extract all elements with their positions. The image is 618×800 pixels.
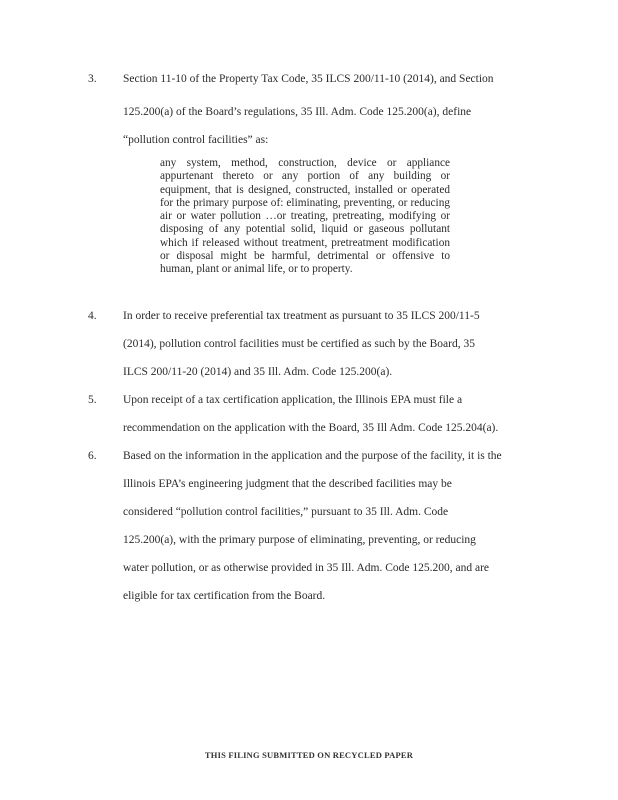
paragraph-line: 125.200(a), with the primary purpose of eliminating, preventing, or reducing (123, 534, 476, 546)
paragraph-number: 3. (88, 73, 97, 85)
paragraph-number: 6. (88, 450, 97, 462)
paragraph-line: 125.200(a) of the Board’s regulations, 35 Ill. Adm. Code 125.200(a), define (123, 106, 472, 118)
block-quote: any system, method, construction, device or appliance appurtenant thereto or any portion of any building or equipment, that is designed, constructed, installed or operated for the primary purpose of: eliminating, preventing, or reducing air or water pollution …or treating, pretreating, modifying or disposing of any potential solid, liquid or gaseous pollutant which if released without treatment, pretreatment modification or disposal might be harmful, detrimental or offensive to human, plant or animal life, or to property. (160, 157, 450, 276)
paragraph-line: ILCS 200/11-20 (2014) and 35 Ill. Adm. Code 125.200(a). (123, 366, 393, 378)
paragraph-line: In order to receive preferential tax treatment as pursuant to 35 ILCS 200/11-5 (123, 310, 480, 322)
paragraph-line: recommendation on the application with the Board, 35 Ill Adm. Code 125.204(a). (123, 422, 499, 434)
paragraph-number: 5. (88, 394, 97, 406)
paragraph-line: water pollution, or as otherwise provided in 35 Ill. Adm. Code 125.200, and are (123, 562, 490, 574)
paragraph-line: Based on the information in the application and the purpose of the facility, it is the (123, 450, 502, 462)
paragraph-line: “pollution control facilities” as: (123, 134, 269, 146)
paragraph-number: 4. (88, 310, 97, 322)
paragraph-line: (2014), pollution control facilities must be certified as such by the Board, 35 (123, 338, 475, 350)
recycled-paper-footer: THIS FILING SUBMITTED ON RECYCLED PAPER (204, 750, 414, 760)
paragraph-line: Upon receipt of a tax certification application, the Illinois EPA must file a (123, 394, 463, 406)
paragraph-line: considered “pollution control facilities,” pursuant to 35 Ill. Adm. Code (123, 506, 449, 518)
paragraph-line: Illinois EPA’s engineering judgment that the described facilities may be (123, 478, 452, 490)
paragraph-line: Section 11-10 of the Property Tax Code, 35 ILCS 200/11-10 (2014), and Section (123, 73, 494, 85)
paragraph-line: eligible for tax certification from the Board. (123, 590, 326, 602)
